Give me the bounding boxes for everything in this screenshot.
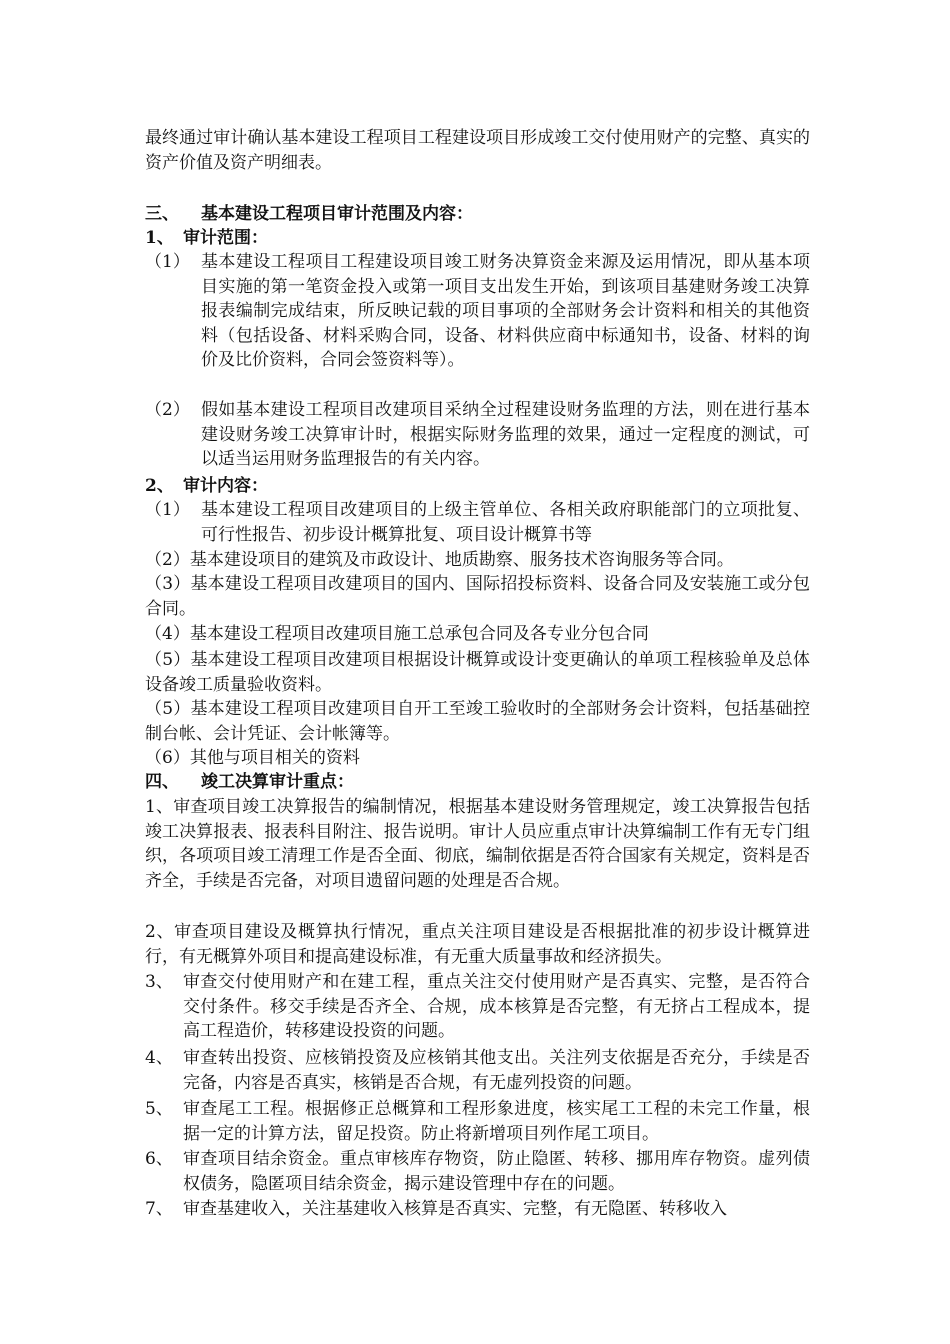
audit-point-4 <box>145 1046 810 1095</box>
content-item-1 <box>145 498 810 547</box>
section-3-heading <box>145 202 810 227</box>
content-item-2: （2）基本建设项目的建筑及市政设计、地质勘察、服务技术咨询服务等合同。 <box>145 550 734 570</box>
section-3-title: 基本建设工程项目审计范围及内容： <box>201 204 473 224</box>
content-item-3: （3）基本建设工程项目改建项目的国内、国际招投标资料、设备合同及安装施工或分包合同。 <box>145 574 810 619</box>
content-item-5b: （5）基本建设工程项目改建项目自开工至竣工验收时的全部财务会计资料，包括基础控制台帐、会计凭证、会计帐簿等。 <box>145 699 810 744</box>
audit-point-text: 审查交付使用财产和在建工程，重点关注交付使用财产是否真实、完整，是否符合交付条件。移交手续是否齐全、合规，成本核算是否完整，有无挤占工程成本，提高工程造价，转移建设投资的问题。 <box>183 972 810 1041</box>
audit-point-label: 5、 <box>145 1099 173 1119</box>
audit-point-2: 2、审查项目建设及概算执行情况，重点关注项目建设是否根据批准的初步设计概算进行，有无概算外项目和提高建设标准，有无重大质量事故和经济损失。 <box>145 922 810 967</box>
audit-point-3 <box>145 970 810 1044</box>
content-item-5: （5）基本建设工程项目改建项目根据设计概算或设计变更确认的单项工程核验单及总体设备竣工质量验收资料。 <box>145 650 810 695</box>
scope-title: 审计范围： <box>183 228 268 248</box>
content-title: 审计内容： <box>183 476 268 496</box>
audit-point-text: 审查尾工工程。根据修正总概算和工程形象进度，核实尾工工程的未完工作量，根据一定的计算方法，留足投资。防止将新增项目列作尾工项目。 <box>183 1099 810 1144</box>
scope-item-text: 假如基本建设工程项目改建项目采纳全过程建设财务监理的方法，则在进行基本建设财务竣工决算审计时，根据实际财务监理的效果，通过一定程度的测试，可以适当运用财务监理报告的有关内容。 <box>201 400 810 469</box>
section-4-number: 四、 <box>145 772 179 792</box>
scope-heading <box>145 226 810 251</box>
audit-point-text: 审查项目结余资金。重点审核库存物资，防止隐匿、转移、挪用库存物资。虚列债权债务，隐匿项目结余资金，揭示建设管理中存在的问题。 <box>183 1149 810 1194</box>
audit-point-label: 3、 <box>145 972 173 992</box>
content-item-4: （4）基本建设工程项目改建项目施工总承包合同及各专业分包合同 <box>145 624 649 644</box>
scope-item-1 <box>145 250 810 373</box>
section-4-title: 竣工决算审计重点： <box>201 772 354 792</box>
audit-point-text: 审查转出投资、应核销投资及应核销其他支出。关注列支依据是否充分，手续是否完备，内容是否真实，核销是否合规，有无虚列投资的问题。 <box>183 1048 810 1093</box>
content-heading <box>145 474 810 499</box>
content-item-text: 基本建设工程项目改建项目的上级主管单位、各相关政府职能部门的立项批复、可行性报告、初步设计概算批复、项目设计概算书等 <box>201 500 810 545</box>
scope-item-2 <box>145 398 810 472</box>
content-item-label: （1） <box>145 500 190 520</box>
audit-point-label: 6、 <box>145 1149 173 1169</box>
audit-point-text: 审查基建收入，关注基建收入核算是否真实、完整，有无隐匿、转移收入 <box>183 1199 727 1219</box>
audit-point-label: 7、 <box>145 1199 173 1219</box>
audit-point-6 <box>145 1147 810 1196</box>
section-3-number: 三、 <box>145 204 179 224</box>
content-number: 2、 <box>145 476 174 496</box>
audit-point-7 <box>145 1197 810 1222</box>
scope-item-label: （2） <box>145 400 190 420</box>
audit-point-5 <box>145 1097 810 1146</box>
intro-paragraph: 最终通过审计确认基本建设工程项目工程建设项目形成竣工交付使用财产的完整、真实的资产价值及资产明细表。 <box>145 128 810 173</box>
scope-item-label: （1） <box>145 252 190 272</box>
content-item-6: （6）其他与项目相关的资料 <box>145 748 360 768</box>
scope-number: 1、 <box>145 228 174 248</box>
audit-point-label: 4、 <box>145 1048 173 1068</box>
section-4-heading <box>145 770 810 795</box>
scope-item-text: 基本建设工程项目工程建设项目竣工财务决算资金来源及运用情况，即从基本项目实施的第一笔资金投入或第一项目支出发生开始，到该项目基建财务竣工决算报表编制完成结束，所反映记载的项目事项的全部财务会计资料和相关的其他资料（包括设备、材料采购合同，设备、材料供应商中标通知书，设备、材料的询价及比价资料，合同会签资料等）。 <box>201 252 810 370</box>
audit-point-1: 1、审查项目竣工决算报告的编制情况，根据基本建设财务管理规定，竣工决算报告包括竣工决算报表、报表科目附注、报告说明。审计人员应重点审计决算编制工作有无专门组织，各项项目竣工清理工作是否全面、彻底，编制依据是否符合国家有关规定，资料是否齐全，手续是否完备，对项目遗留问题的处理是否合规。 <box>145 797 810 891</box>
